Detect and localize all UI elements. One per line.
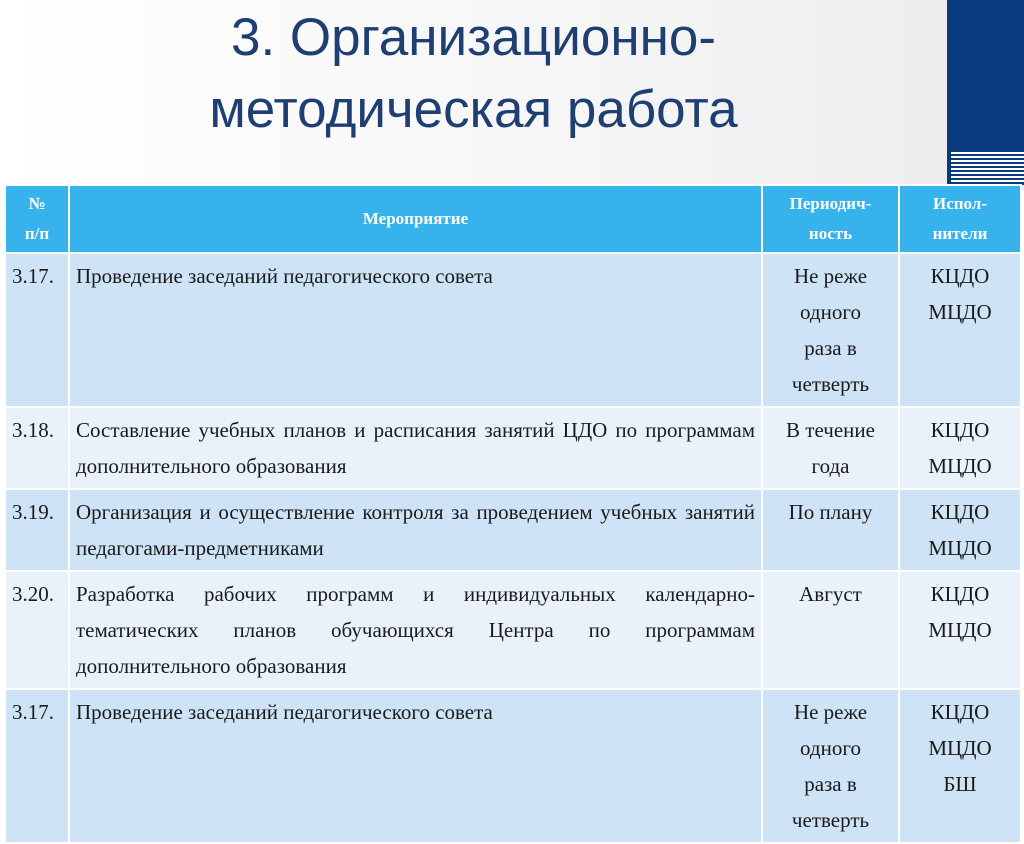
row-executors: КЦДО МЦДО [899,489,1021,571]
header-event: Мероприятие [69,185,762,253]
decorative-side-band [947,0,1024,185]
row-periodicity: Не реже одного раза в четверть [762,253,899,407]
table-row [5,407,1021,489]
table-row [5,571,1021,689]
title-line-2: методическая работа [209,80,738,139]
header-number: № п/п [5,185,69,253]
row-executors: КЦДО МЦДО [899,407,1021,489]
row-executors: КЦДО МЦДО [899,253,1021,407]
header-executors: Испол- нители [899,185,1021,253]
slide-title [0,2,947,146]
row-event: Организация и осуществление контроля за проведением учебных занятий педагогами-предметниками [69,489,762,571]
table-row [5,689,1021,843]
row-number: 3.20. [5,571,69,689]
title-line-1: 3. Организационно- [230,8,717,67]
table-row [5,489,1021,571]
work-plan-table [4,184,1022,844]
row-executors: КЦДО МЦДО [899,571,1021,689]
row-periodicity: В течение года [762,407,899,489]
row-number: 3.17. [5,253,69,407]
row-event: Проведение заседаний педагогического совета [69,253,762,407]
row-periodicity: Август [762,571,899,689]
row-event: Проведение заседаний педагогического совета [69,689,762,843]
row-executors: КЦДО МЦДО БШ [899,689,1021,843]
row-event: Составление учебных планов и расписания занятий ЦДО по программам дополнительного образования [69,407,762,489]
row-periodicity: Не реже одного раза в четверть [762,689,899,843]
row-number: 3.18. [5,407,69,489]
header-periodicity: Периодич- ность [762,185,899,253]
table-header-row [5,185,1021,253]
row-event: Разработка рабочих программ и индивидуальных календарно- тематических планов обучающихся Центра по программам дополнительного образования [69,571,762,689]
row-periodicity: По плану [762,489,899,571]
row-number: 3.17. [5,689,69,843]
row-number: 3.19. [5,489,69,571]
table-row [5,253,1021,407]
